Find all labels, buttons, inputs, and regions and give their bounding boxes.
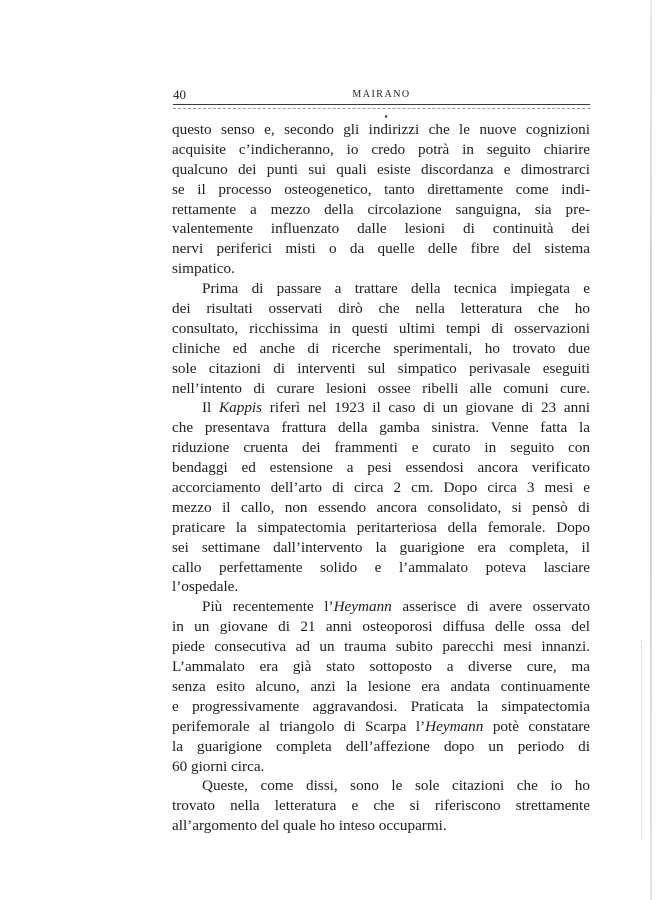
text-line: nell’intento di curare lesioni ossee ribelli alle comuni cure. [172,379,590,397]
paragraph-5 [172,776,590,836]
text-line: bendaggi ed estensione a pesi essendosi ancora verificato [172,459,590,477]
running-head [173,88,590,102]
text-line: praticare la simpatectomia peritarteriosa della femorale. Dopo [172,518,590,536]
line-rest: potè constatare [483,717,590,735]
author-name-kappis: Kappis [219,399,263,417]
text-line: Prima di passare a trattare della tecnica impiegata e [202,280,590,298]
header-rule-secondary [173,108,590,109]
text-line [172,717,590,737]
text-line: simpatico. [172,260,235,278]
text-line: cliniche ed anche di ricerche sperimentali, ho trovato due [172,339,590,357]
text-line: e progressivamente aggravandosi. Praticata la simpatectomia [172,697,590,715]
line-prefix: Più recentemente l’ [202,598,334,616]
text-line: acquisite c’indicheranno, io credo potrà in seguito chiarire [172,140,590,158]
running-title: MAIRANO [352,89,411,100]
text-line: se il processo osteogenetico, tanto direttamente come indi- [172,180,590,198]
text-line: nervi periferici misti o da quelle delle fibre del sistema [172,240,590,258]
line-rest: riferì nel 1923 il caso di un giovane di 23 anni [269,399,591,417]
page-edge [650,0,652,900]
text-line: callo perfettamente solido e l’ammalato poteva lasciare [172,558,590,576]
text-line: all’argomento del quale ho inteso occuparmi. [172,817,447,835]
text-line [172,597,590,617]
header-rule [173,104,590,105]
text-line: qualcuno dei punti sui quali esiste discordanza e dimostrarci [172,160,590,178]
text-line: riduzione cruenta dei frammenti e curato in seguito con [172,439,590,457]
author-name-heymann: Heymann [333,598,392,616]
text-line [172,398,590,418]
paragraph-4 [172,597,590,776]
text-line: sole citazioni di interventi sul simpatico perivasale eseguiti [172,359,590,377]
text-line: sei settimane dall’intervento la guarigione era completa, il [172,538,590,556]
line-prefix: Il [202,399,220,417]
line-prefix: perifemorale al triangolo di Scarpa l’ [172,717,426,735]
text-line: L’ammalato era già stato sottoposto a diverse cure, ma [172,658,590,676]
text-line: senza esito alcuno, anzi la lesione era andata continuamente [172,677,590,695]
text-line: 60 giorni circa. [172,757,265,775]
text-line: questo senso e, secondo gli indirizzi che le nuove cognizioni [172,121,590,138]
body-text [172,120,590,836]
text-line: piede consecutiva ad un trauma subito parecchi mesi innanzi. [172,638,590,656]
ink-speck [385,115,387,118]
paragraph-3 [172,398,590,597]
paragraph-1 [172,120,590,279]
text-line: dei risultati osservati dirò che nella letteratura che ho [172,300,590,318]
text-line: Queste, come dissi, sono le sole citazioni che io ho [202,777,590,795]
text-line: trovato nella letteratura e che si riferiscono strettamente [172,797,590,815]
text-line: rettamente a mezzo della circolazione sanguigna, sia pre- [172,200,590,218]
text-line: valentemente influenzato dalle lesioni di continuità dei [172,220,590,238]
author-name-heymann: Heymann [425,717,484,735]
page-edge-marks [640,640,642,840]
text-line: mezzo il callo, non essendo ancora consolidato, si pensò di [172,498,590,516]
paragraph-2 [172,279,590,398]
page-number: 40 [173,87,186,102]
text-line: in un giovane di 21 anni osteoporosi diffusa delle ossa del [172,618,590,636]
text-line: l’ospedale. [172,578,239,596]
text-line: consultato, ricchissima in questi ultimi tempi di osservazioni [172,319,590,337]
line-rest: asserisce di avere osservato [391,598,590,616]
text-line: che presentava frattura della gamba sinistra. Venne fatta la [172,419,590,437]
text-line: accorciamento dell’arto di circa 2 cm. Dopo circa 3 mesi e [172,479,590,497]
text-line: la guarigione completa dell’affezione dopo un periodo di [172,737,590,755]
